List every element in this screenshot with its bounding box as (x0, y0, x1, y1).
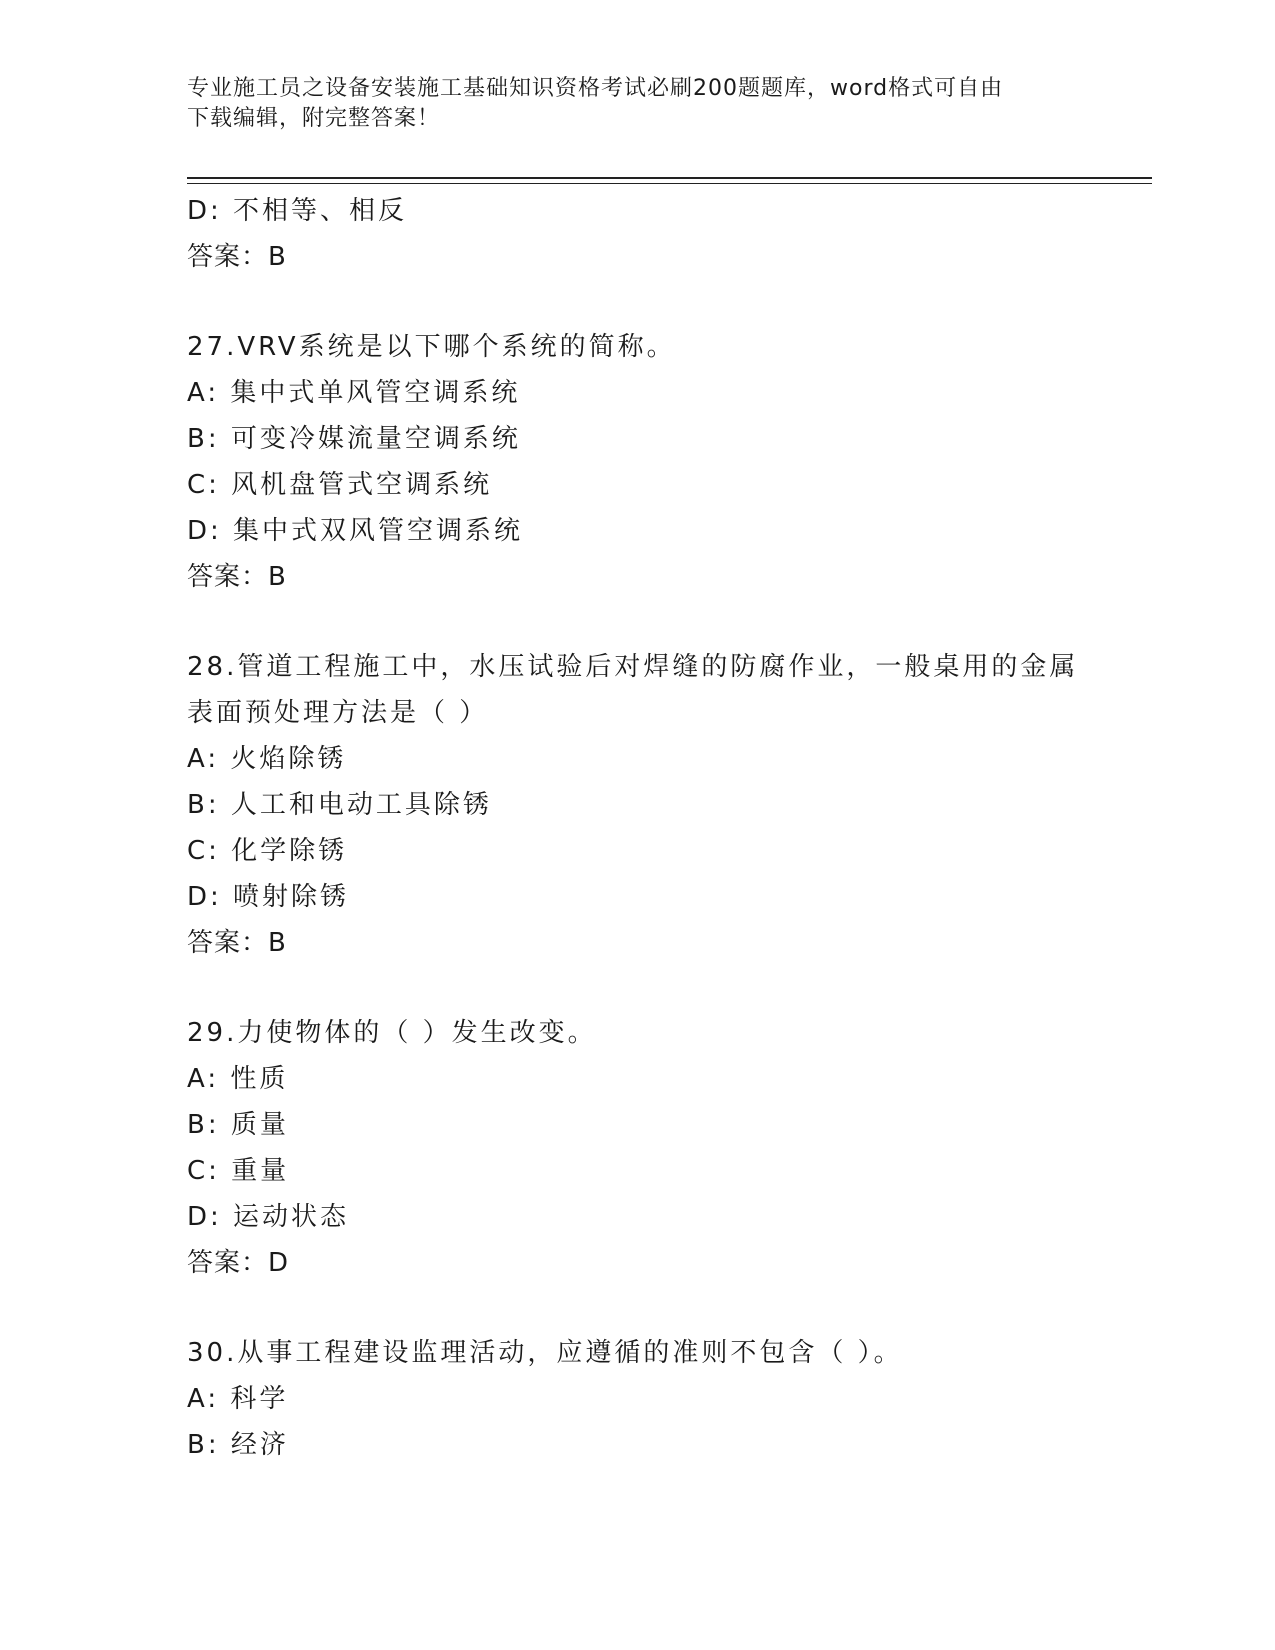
option-a: A: 科学 (187, 1384, 289, 1414)
question-content (187, 188, 1087, 1468)
header-line-1: 专业施工员之设备安装施工基础知识资格考试必刷200题题库，word格式可自由 (187, 76, 1004, 101)
option-a: A: 火焰除锈 (187, 744, 347, 774)
question-30 (187, 1330, 1087, 1468)
spacer (187, 600, 1087, 644)
option-c: C: 化学除锈 (187, 836, 348, 866)
header-line-2: 下载编辑，附完整答案！ (187, 106, 441, 131)
spacer (187, 1286, 1087, 1330)
document-header (187, 74, 1067, 134)
answer: 答案：D (187, 1248, 290, 1278)
option-d: D: 运动状态 (187, 1202, 350, 1232)
option-a: A: 性质 (187, 1064, 289, 1094)
spacer (187, 280, 1087, 324)
option-c: C: 风机盘管式空调系统 (187, 470, 493, 500)
option-a: A: 集中式单风管空调系统 (187, 378, 521, 408)
option-d: D: 集中式双风管空调系统 (187, 516, 524, 546)
header-rule-thick (187, 177, 1152, 179)
question-stem: 30.从事工程建设监理活动，应遵循的准则不包含（ ）。 (187, 1338, 903, 1368)
prev-option-d: D: 不相等、相反 (187, 196, 408, 226)
answer: 答案：B (187, 562, 287, 592)
question-29 (187, 1010, 1087, 1286)
option-c: C: 重量 (187, 1156, 290, 1186)
header-rule-thin (187, 183, 1152, 184)
question-27 (187, 324, 1087, 600)
option-d: D: 喷射除锈 (187, 882, 350, 912)
prev-answer: 答案：B (187, 242, 287, 272)
spacer (187, 966, 1087, 1010)
question-stem: 28.管道工程施工中，水压试验后对焊缝的防腐作业，一般桌用的金属 (187, 652, 1079, 682)
option-b: B: 可变冷媒流量空调系统 (187, 424, 521, 454)
question-stem-continued: 表面预处理方法是（ ） (187, 698, 489, 728)
question-stem: 29.力使物体的（ ）发生改变。 (187, 1018, 597, 1048)
question-28 (187, 644, 1087, 966)
question-stem: 27.VRV系统是以下哪个系统的简称。 (187, 332, 676, 362)
option-b: B: 质量 (187, 1110, 289, 1140)
option-b: B: 人工和电动工具除锈 (187, 790, 492, 820)
answer: 答案：B (187, 928, 287, 958)
option-b: B: 经济 (187, 1430, 289, 1460)
